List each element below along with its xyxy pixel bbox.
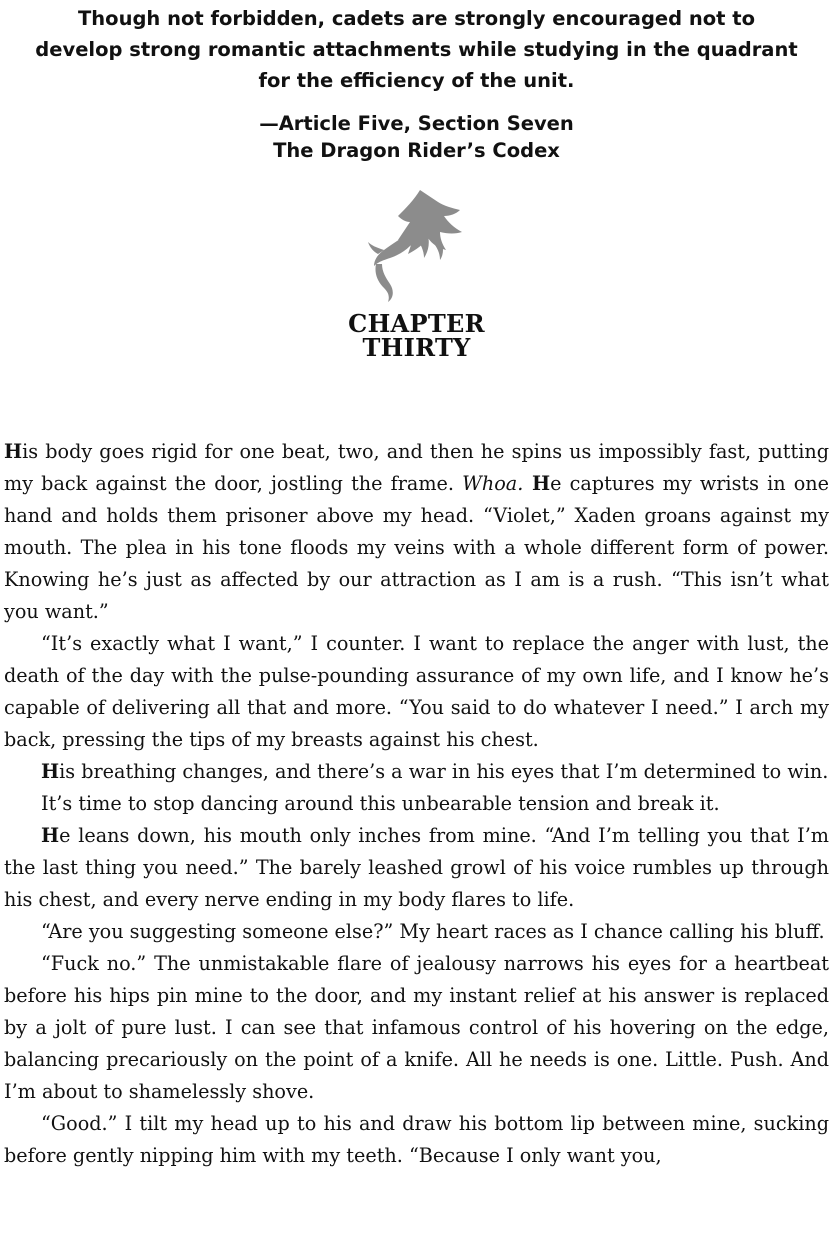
paragraph-emphasis: Whoa. xyxy=(462,472,524,495)
paragraph-text: is breathing changes, and there’s a war in his eyes that I’m determined to win. xyxy=(59,760,829,783)
paragraph: “Good.” I tilt my head up to his and draw his bottom lip between mine, sucking before gently nipping him with my teeth. “Because I only want you, xyxy=(4,1112,829,1167)
paragraph: “Are you suggesting someone else?” My heart races as I chance calling his bluff. xyxy=(41,920,825,943)
drop-lead-letter: H xyxy=(4,440,23,463)
epigraph-attribution xyxy=(4,110,829,164)
dragon-icon xyxy=(362,186,472,306)
chapter-ornament xyxy=(0,186,833,306)
paragraph xyxy=(4,436,829,628)
lead-letter: H xyxy=(41,760,60,783)
chapter-body xyxy=(4,436,829,1172)
lead-letter: H xyxy=(523,472,551,495)
epigraph-quote: Though not forbidden, cadets are strongly encouraged not to develop strong romantic attachments while studying in the quadrant for the efficiency of the unit. xyxy=(35,7,798,92)
chapter-label: CHAPTER xyxy=(348,309,485,338)
paragraph: “It’s exactly what I want,” I counter. I want to replace the anger with lust, the death of the day with the pulse-pounding assurance of my own life, and I know he’s capable of delivering all that and more. “You said to do whatever I need.” I arch my back, pressing the tips of my breasts against his chest. xyxy=(4,632,829,751)
paragraph: “Fuck no.” The unmistakable flare of jealousy narrows his eyes for a heartbeat before his hips pin mine to the door, and my instant relief at his answer is replaced by a jolt of pure lust. I can see that infamous control of his hovering on the edge, balancing precariously on the point of a knife. All he needs is one. Little. Push. And I’m about to shamelessly shove. xyxy=(4,952,829,1103)
paragraph-text: e captures my wrists in one hand and holds them prisoner above my head. “Violet,” Xaden groans against my mouth. The plea in his tone floods my veins with a whole different form of power. Knowing he’s just as affected by our attraction as I am is a rush. “This isn’t what you want.” xyxy=(4,472,829,623)
lead-letter: H xyxy=(41,824,60,847)
paragraph-text: is body goes rigid for one beat, two, and then he spins us impossibly fast, putting my back against the door, jostling the frame. xyxy=(4,440,829,495)
chapter-number: THIRTY xyxy=(362,333,471,362)
paragraph: It’s time to stop dancing around this unbearable tension and break it. xyxy=(41,792,720,815)
paragraph-text: e leans down, his mouth only inches from mine. “And I’m telling you that I’m the last thing you need.” The barely leashed growl of his voice rumbles up through his chest, and every nerve ending in my body flares to life. xyxy=(4,824,829,911)
attribution-line-1: —Article Five, Section Seven xyxy=(259,112,574,135)
paragraph xyxy=(4,756,829,788)
chapter-heading xyxy=(4,309,829,362)
attribution-line-2: The Dragon Rider’s Codex xyxy=(273,139,560,162)
paragraph xyxy=(4,820,829,916)
